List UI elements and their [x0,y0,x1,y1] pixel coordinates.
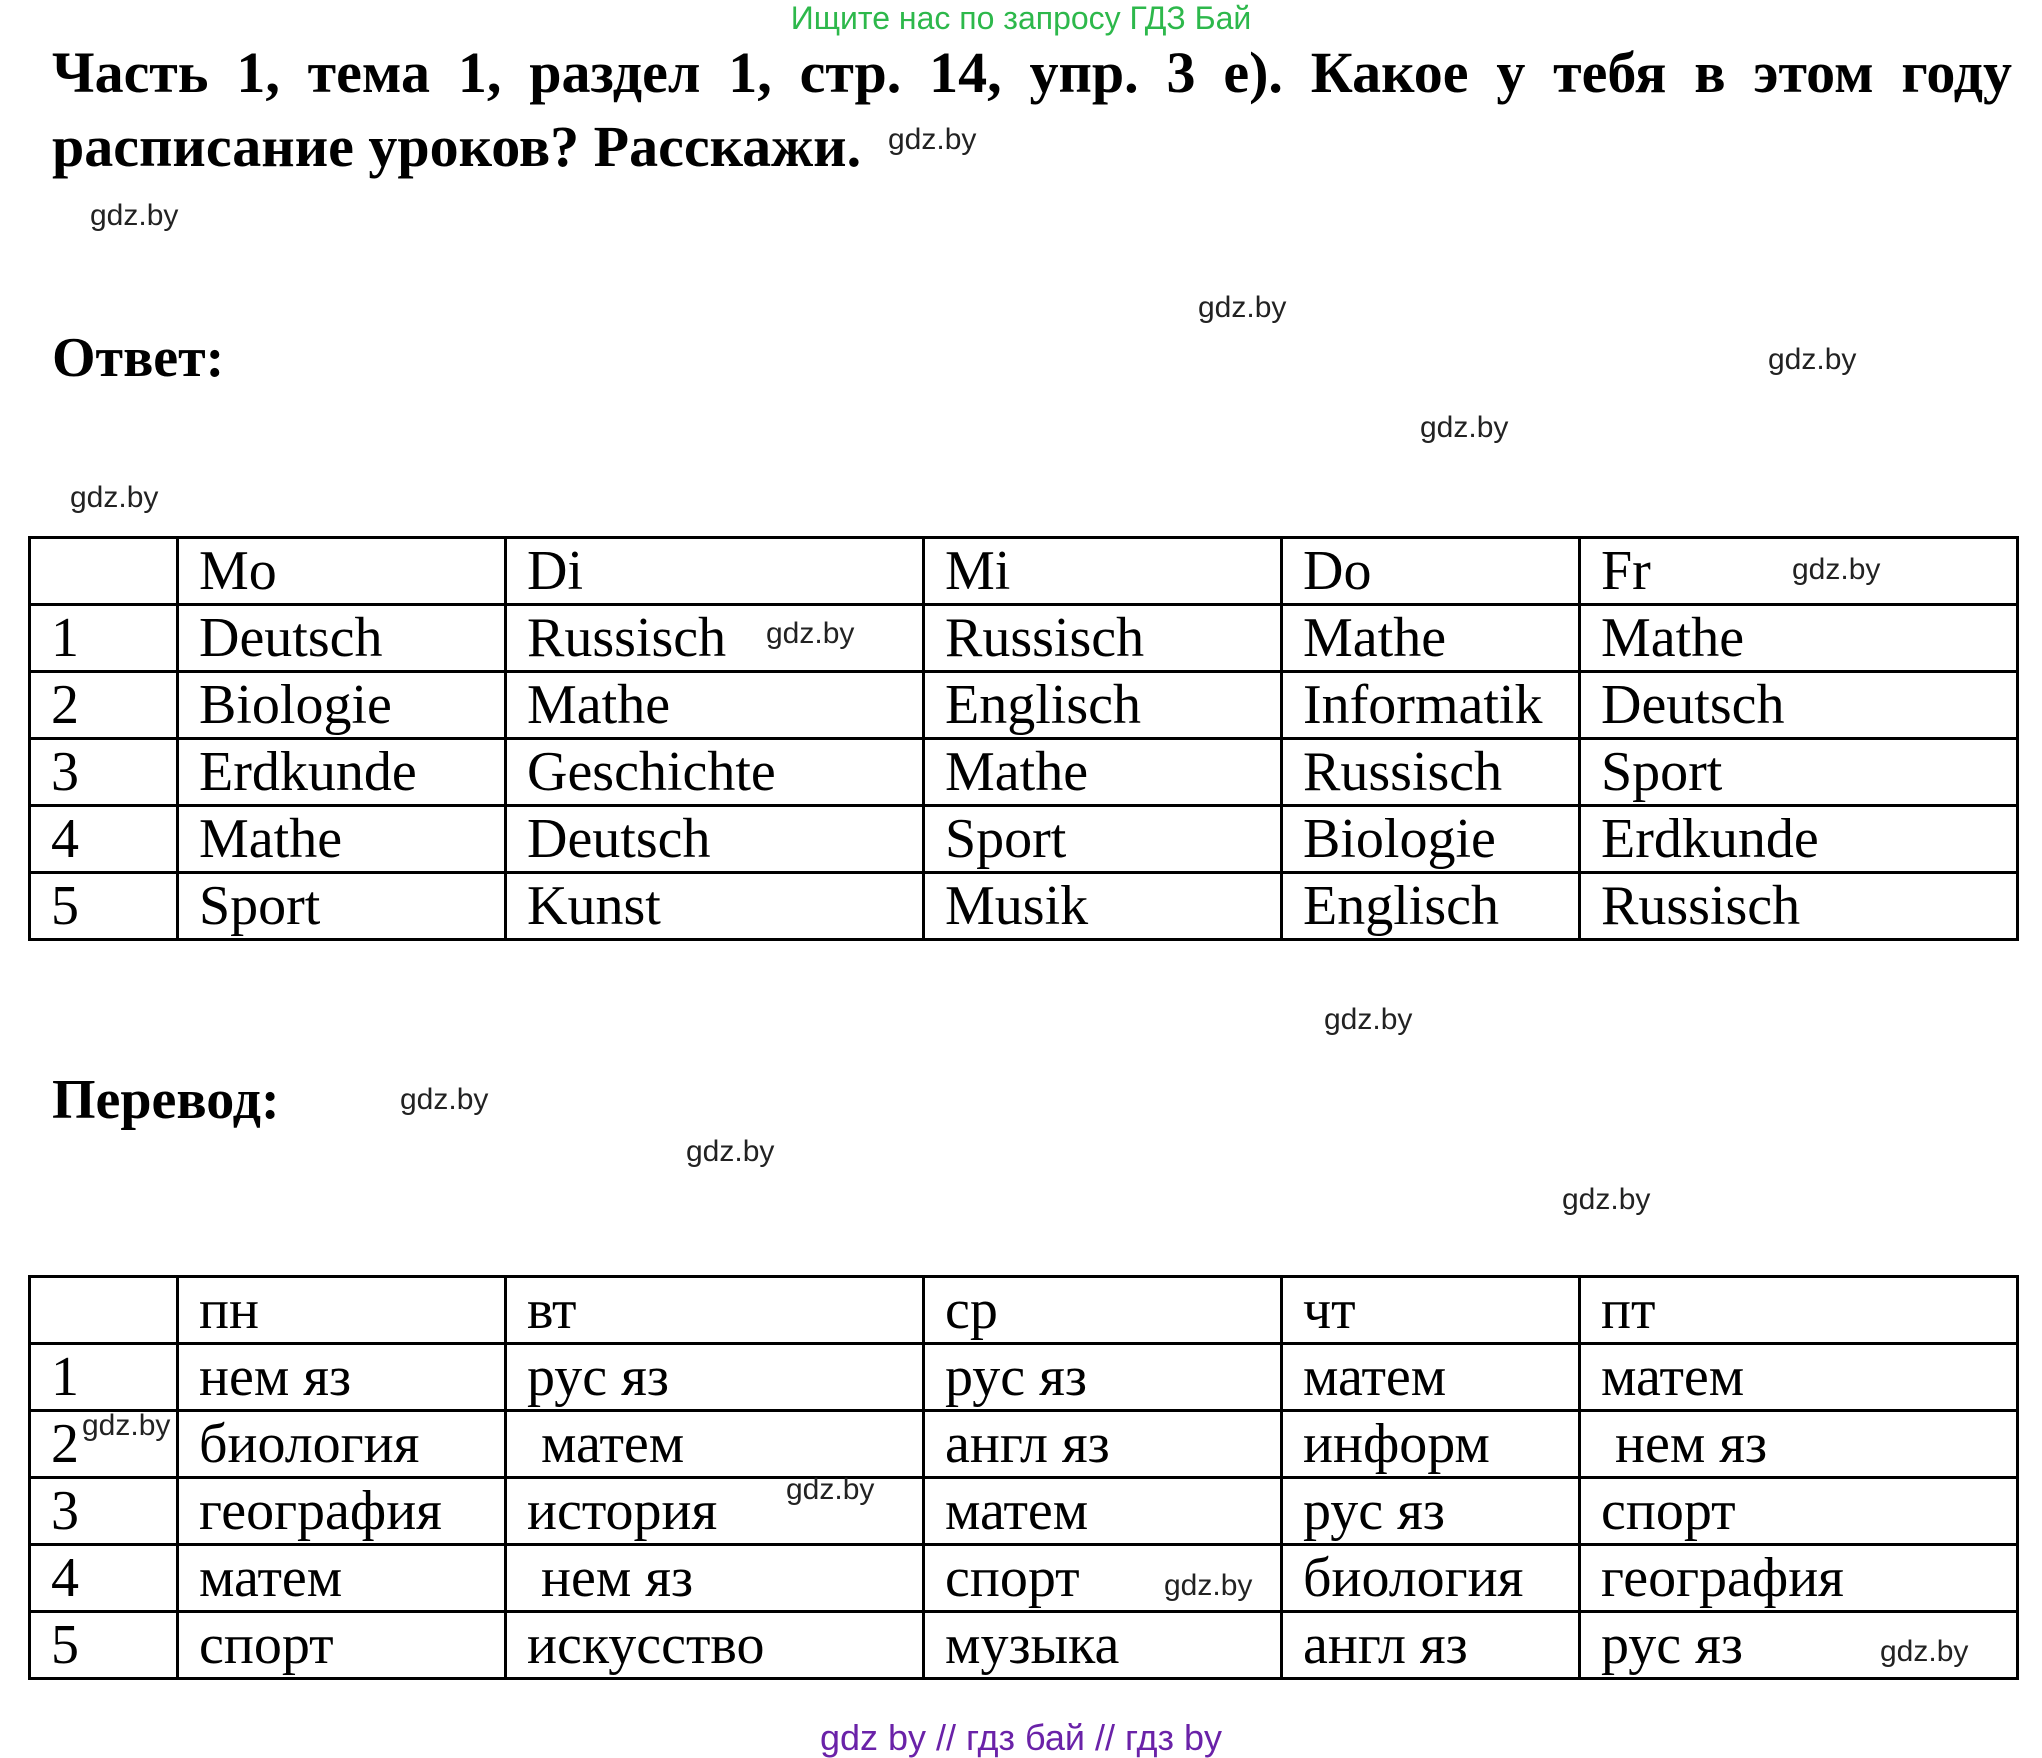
lesson-number-cell: 3 [30,1478,178,1545]
day-header-cell: ср [924,1277,1282,1344]
site-banner[interactable]: Ищите нас по запросу ГДЗ Бай [790,0,1252,36]
watermark: gdz.by [888,123,977,156]
day-header-cell: чт [1282,1277,1580,1344]
subject-cell: Biologie [178,672,506,739]
subject-cell: Erdkunde [1580,806,2018,873]
subject-cell: география [1580,1545,2018,1612]
subject-cell: нем яз [178,1344,506,1411]
subject-cell: Kunst [506,873,924,940]
subject-cell: информ [1282,1411,1580,1478]
translation-lesson-row [30,1344,2018,1411]
subject-cell: Deutsch [1580,672,2018,739]
subject-cell: спорт [178,1612,506,1679]
day-header-cell: Fr [1580,538,2018,605]
subject-cell: англ яз [924,1411,1282,1478]
subject-cell: англ яз [1282,1612,1580,1679]
translation-header-row [30,1277,2018,1344]
day-header-cell: вт [506,1277,924,1344]
watermark: gdz.by [70,481,159,514]
subject-cell: рус яз [1282,1478,1580,1545]
answer-lesson-row [30,806,2018,873]
subject-cell: спорт [924,1545,1282,1612]
subject-cell: матем [178,1545,506,1612]
watermark: gdz.by [1768,343,1857,376]
lesson-number-cell: 2 [30,1411,178,1478]
day-header-cell: Do [1282,538,1580,605]
watermark: gdz.by [766,617,855,650]
subject-cell: Mathe [506,672,924,739]
subject-cell: Informatik [1282,672,1580,739]
watermark: gdz.by [786,1473,875,1506]
lesson-number-cell: 1 [30,605,178,672]
corner-cell [30,538,178,605]
subject-cell: рус яз [1580,1612,2018,1679]
answer-header-row [30,538,2018,605]
answer-heading: Ответ: [52,327,225,389]
subject-cell: Deutsch [178,605,506,672]
task-statement: Часть 1, тема 1, раздел 1, стр. 14, упр. 3 е). Какое у тебя в этом году расписание уроков? Расскажи. [52,40,2012,179]
corner-cell [30,1277,178,1344]
day-header-cell: Mo [178,538,506,605]
lesson-number-cell: 5 [30,1612,178,1679]
answer-schedule-table [28,536,2019,941]
subject-cell: рус яз [924,1344,1282,1411]
subject-cell: Mathe [178,806,506,873]
subject-cell: Sport [924,806,1282,873]
subject-cell: Mathe [1580,605,2018,672]
subject-cell: нем яз [1580,1411,2018,1478]
lesson-number-cell: 3 [30,739,178,806]
translation-heading: Перевод: [52,1069,280,1131]
subject-cell: Biologie [1282,806,1580,873]
translation-lesson-row [30,1612,2018,1679]
lesson-number-cell: 1 [30,1344,178,1411]
subject-cell: Russisch [1580,873,2018,940]
lesson-number-cell: 4 [30,806,178,873]
subject-cell: Mathe [1282,605,1580,672]
subject-cell: матем [506,1411,924,1478]
lesson-number-cell: 5 [30,873,178,940]
subject-cell: Musik [924,873,1282,940]
subject-cell: история [506,1478,924,1545]
day-header-cell: Di [506,538,924,605]
watermark: gdz.by [1792,553,1881,586]
watermark: gdz.by [1420,411,1509,444]
subject-cell: Mathe [924,739,1282,806]
subject-cell: Erdkunde [178,739,506,806]
subject-cell: Geschichte [506,739,924,806]
day-header-cell: пт [1580,1277,2018,1344]
watermark: gdz.by [400,1083,489,1116]
watermark: gdz.by [1324,1003,1413,1036]
subject-cell: Sport [1580,739,2018,806]
subject-cell: география [178,1478,506,1545]
footer-links[interactable]: gdz by // гдз бай // гдз by [819,1717,1223,1758]
subject-cell: Sport [178,873,506,940]
subject-cell: матем [1282,1344,1580,1411]
translation-schedule-table [28,1275,2019,1680]
subject-cell: искусство [506,1612,924,1679]
translation-lesson-row [30,1545,2018,1612]
answer-lesson-row [30,672,2018,739]
subject-cell: Deutsch [506,806,924,873]
watermark: gdz.by [1164,1569,1253,1602]
translation-lesson-row [30,1478,2018,1545]
subject-cell: биология [178,1411,506,1478]
subject-cell: спорт [1580,1478,2018,1545]
watermark: gdz.by [1198,291,1287,324]
subject-cell: биология [1282,1545,1580,1612]
subject-cell: нем яз [506,1545,924,1612]
lesson-number-cell: 2 [30,672,178,739]
subject-cell: Englisch [1282,873,1580,940]
subject-cell: Russisch [506,605,924,672]
answer-lesson-row [30,739,2018,806]
translation-lesson-row [30,1411,2018,1478]
watermark: gdz.by [82,1409,171,1442]
subject-cell: музыка [924,1612,1282,1679]
subject-cell: матем [1580,1344,2018,1411]
subject-cell: Russisch [924,605,1282,672]
subject-cell: рус яз [506,1344,924,1411]
day-header-cell: пн [178,1277,506,1344]
answer-lesson-row [30,605,2018,672]
lesson-number-cell: 4 [30,1545,178,1612]
watermark: gdz.by [1880,1635,1969,1668]
day-header-cell: Mi [924,538,1282,605]
subject-cell: Englisch [924,672,1282,739]
subject-cell: Russisch [1282,739,1580,806]
watermark: gdz.by [686,1135,775,1168]
answer-lesson-row [30,873,2018,940]
subject-cell: матем [924,1478,1282,1545]
watermark: gdz.by [90,199,179,232]
watermark: gdz.by [1562,1183,1651,1216]
